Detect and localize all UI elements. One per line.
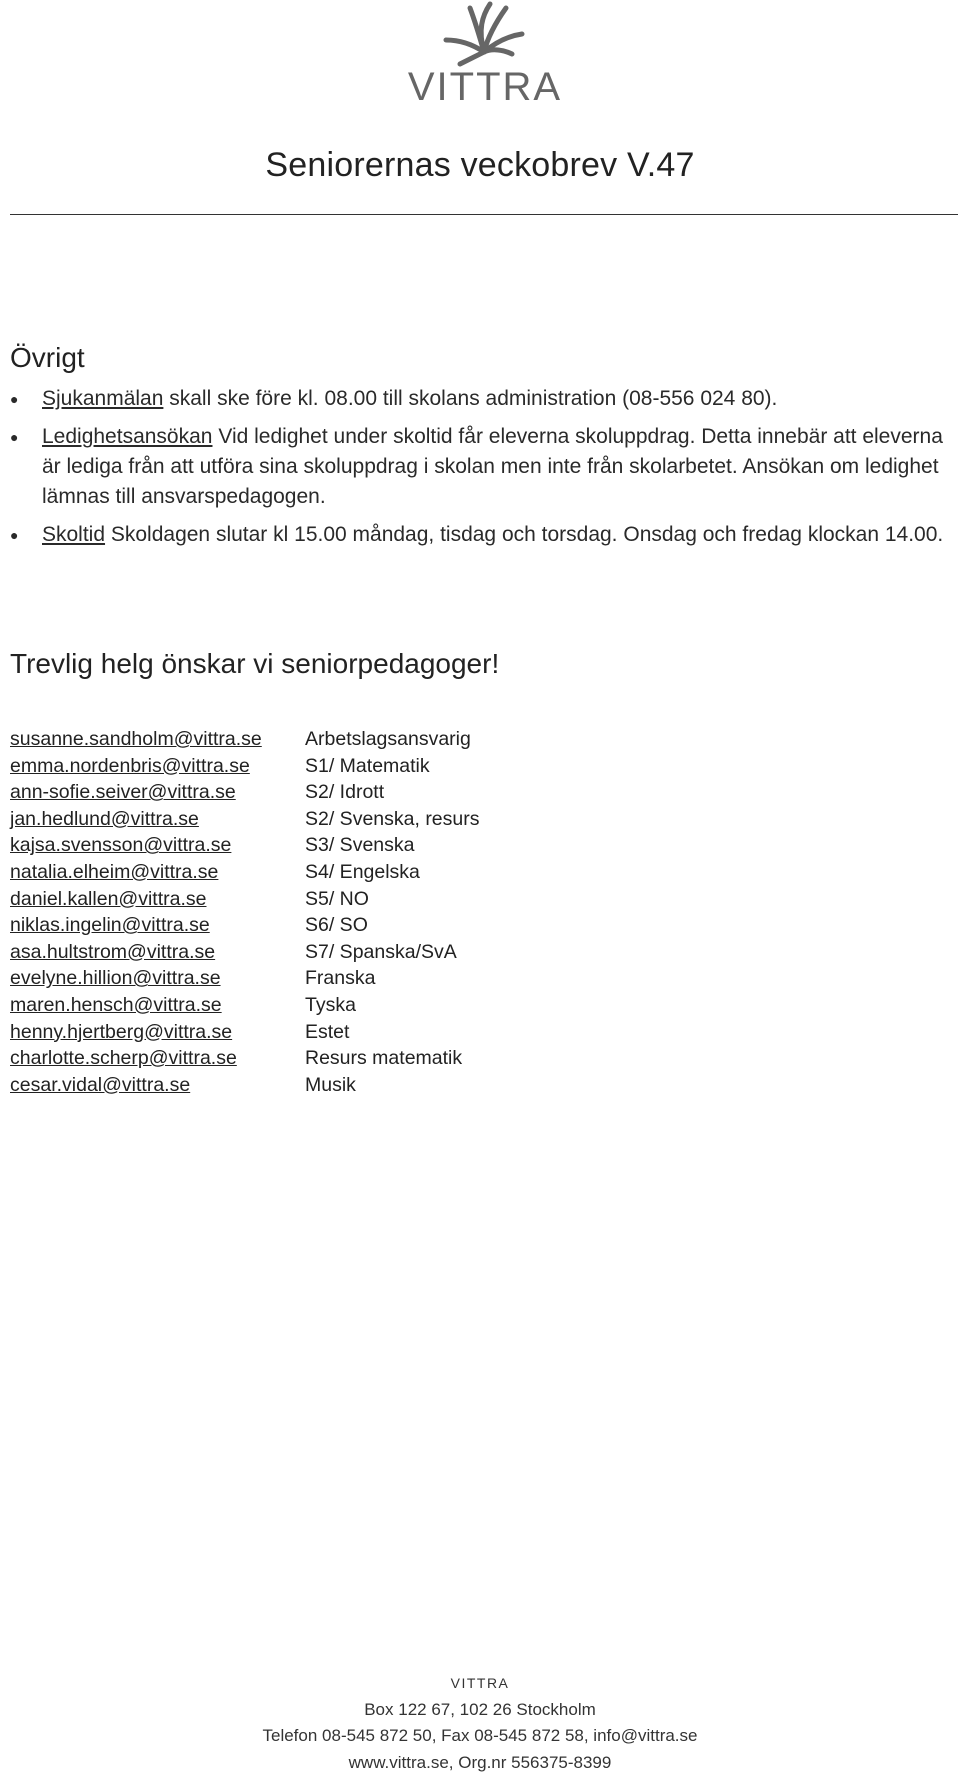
- email-link[interactable]: ann-sofie.seiver@vittra.se: [10, 779, 305, 806]
- contact-role: Arbetslagsansvarig: [305, 726, 471, 753]
- contact-row: [10, 859, 810, 886]
- contact-role: Musik: [305, 1072, 356, 1099]
- contact-role: S3/ Svenska: [305, 832, 414, 859]
- contact-role: S6/ SO: [305, 912, 368, 939]
- email-link[interactable]: daniel.kallen@vittra.se: [10, 886, 305, 913]
- contact-row: [10, 992, 810, 1019]
- contact-role: Franska: [305, 965, 375, 992]
- email-link[interactable]: niklas.ingelin@vittra.se: [10, 912, 305, 939]
- contact-row: [10, 912, 810, 939]
- contact-role: S7/ Spanska/SvA: [305, 939, 457, 966]
- contact-row: [10, 886, 810, 913]
- skoltid-link[interactable]: Skoltid: [42, 523, 105, 546]
- contact-row: [10, 939, 810, 966]
- email-link[interactable]: charlotte.scherp@vittra.se: [10, 1045, 305, 1072]
- contact-role: S5/ NO: [305, 886, 369, 913]
- email-link[interactable]: henny.hjertberg@vittra.se: [10, 1019, 305, 1046]
- contact-row: [10, 753, 810, 780]
- ovrigt-list: [10, 384, 955, 558]
- list-item-text: skall ske före kl. 08.00 till skolans administration (08-556 024 80).: [163, 387, 777, 410]
- email-link[interactable]: kajsa.svensson@vittra.se: [10, 832, 305, 859]
- contact-role: Tyska: [305, 992, 356, 1019]
- contact-role: S4/ Engelska: [305, 859, 420, 886]
- email-link[interactable]: evelyne.hillion@vittra.se: [10, 965, 305, 992]
- contact-role: Resurs matematik: [305, 1045, 462, 1072]
- document-title: Seniorernas veckobrev V.47: [0, 146, 960, 185]
- footer-address: Box 122 67, 102 26 Stockholm: [0, 1697, 960, 1724]
- list-item: [10, 520, 955, 550]
- contact-role: S1/ Matematik: [305, 753, 430, 780]
- list-item: [10, 422, 955, 512]
- contact-row: [10, 779, 810, 806]
- contact-role: S2/ Svenska, resurs: [305, 806, 480, 833]
- list-item: [10, 384, 955, 414]
- email-link[interactable]: asa.hultstrom@vittra.se: [10, 939, 305, 966]
- ovrigt-heading: Övrigt: [10, 342, 85, 374]
- contact-list: [10, 726, 810, 1098]
- email-link[interactable]: jan.hedlund@vittra.se: [10, 806, 305, 833]
- email-link[interactable]: susanne.sandholm@vittra.se: [10, 726, 305, 753]
- footer-web: www.vittra.se, Org.nr 556375-8399: [0, 1750, 960, 1776]
- contact-row: [10, 1045, 810, 1072]
- vittra-logo: [380, 0, 590, 110]
- contact-row: [10, 832, 810, 859]
- contact-role: Estet: [305, 1019, 349, 1046]
- list-item-text: Skoldagen slutar kl 15.00 måndag, tisdag och torsdag. Onsdag och fredag klockan 14.00.: [105, 523, 943, 546]
- email-link[interactable]: natalia.elheim@vittra.se: [10, 859, 305, 886]
- vittra-logo-mark: [380, 0, 590, 110]
- email-link[interactable]: cesar.vidal@vittra.se: [10, 1072, 305, 1099]
- ledighetsansokan-link[interactable]: Ledighetsansökan: [42, 425, 212, 448]
- email-link[interactable]: maren.hensch@vittra.se: [10, 992, 305, 1019]
- footer: [0, 1670, 960, 1776]
- contact-row: [10, 726, 810, 753]
- logo-wordmark: VITTRA: [408, 65, 562, 109]
- footer-name: VITTRA: [0, 1670, 960, 1697]
- list-item-text: Vid ledighet under skoltid får eleverna skoluppdrag. Detta innebär att eleverna är lediga från att utföra sina skoluppdrag i skolan men inte från skolarbetet. Ansökan om ledighet lämnas till ansvarspedagogen.: [42, 425, 943, 508]
- footer-phone: Telefon 08-545 872 50, Fax 08-545 872 58, info@vittra.se: [0, 1723, 960, 1750]
- email-link[interactable]: emma.nordenbris@vittra.se: [10, 753, 305, 780]
- greeting: Trevlig helg önskar vi seniorpedagoger!: [10, 648, 499, 680]
- contact-role: S2/ Idrott: [305, 779, 384, 806]
- contact-row: [10, 965, 810, 992]
- contact-row: [10, 806, 810, 833]
- contact-row: [10, 1019, 810, 1046]
- title-divider: [10, 214, 958, 215]
- sjukanmalan-link[interactable]: Sjukanmälan: [42, 387, 163, 410]
- contact-row: [10, 1072, 810, 1099]
